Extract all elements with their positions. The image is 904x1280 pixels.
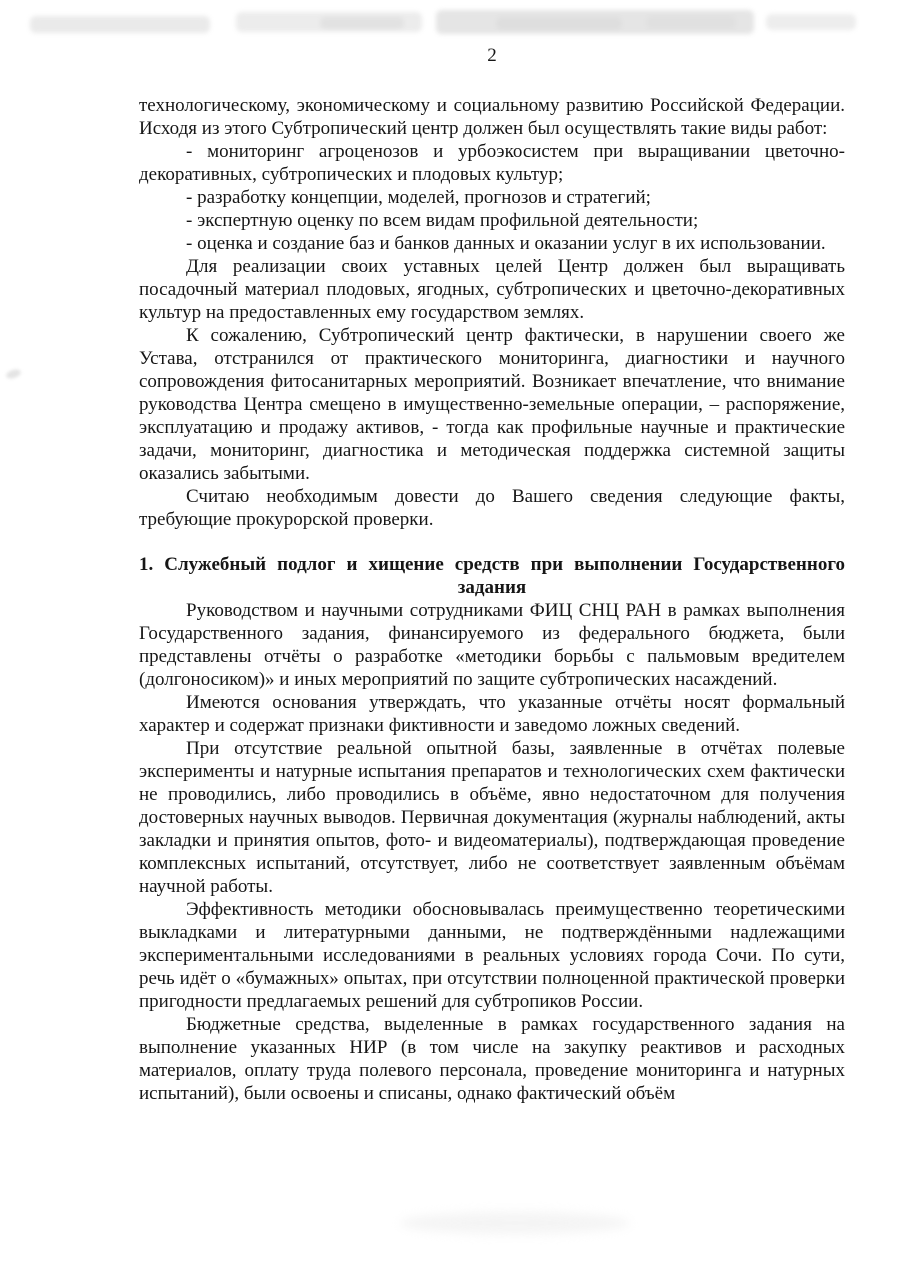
paragraph-reports: Руководством и научными сотрудниками ФИЦ СНЦ РАН в рамках выполнения Государственного задания, финансируемого из федерального бюджета, были представлены отчёты о разработке «методики борьбы с пальмовым вредителем (долгоносиком)» и иных мероприятий по защите субтропических насаждений. [139, 600, 845, 690]
list-item-monitoring: - мониторинг агроценозов и урбоэкосистем при выращивании цветочно-декоративных, субтропических и плодовых культур; [139, 141, 845, 185]
paragraph-criticism: К сожалению, Субтропический центр фактически, в нарушении своего же Устава, отстранился от практического мониторинга, диагностики и научного сопровождения фитосанитарных мероприятий. Возникает впечатление, что внимание руководства Центра смещено в имущественно-земельные операции, – распоряжение, эксплуатацию и продажу активов, - тогда как профильные научные и практические задачи, мониторинг, диагностика и методическая поддержка системной защиты оказались забытыми. [139, 325, 845, 484]
document-body [139, 94, 845, 1105]
paragraph-charter-goals: Для реализации своих уставных целей Центр должен был выращивать посадочный материал плодовых, ягодных, субтропических и цветочно-декоративных культур на предоставленных ему государством землях. [139, 256, 845, 323]
paragraph-fictitious: Имеются основания утверждать, что указанные отчёты носят формальный характер и содержат признаки фиктивности и заведомо ложных сведений. [139, 692, 845, 736]
paragraph-continuation: технологическому, экономическому и социальному развитию Российской Федерации. Исходя из этого Субтропический центр должен был осуществлять такие виды работ: [139, 95, 845, 139]
section-heading: 1. Служебный подлог и хищение средств при выполнении Государственного задания [139, 554, 845, 598]
scan-smudge-bottom [400, 1212, 630, 1234]
paragraph-facts-intro: Считаю необходимым довести до Вашего сведения следующие факты, требующие прокурорской проверки. [139, 486, 845, 530]
list-item-expertise: - экспертную оценку по всем видам профильной деятельности; [186, 210, 699, 231]
scan-smudge-top [24, 8, 882, 40]
page-number: 2 [487, 45, 497, 66]
list-item-databases: - оценка и создание баз и банков данных и оказании услуг в их использовании. [186, 233, 826, 254]
paragraph-budget-funds: Бюджетные средства, выделенные в рамках государственного задания на выполнение указанных НИР (в том числе на закупку реактивов и расходных материалов, оплату труда полевого персонала, проведение мониторинга и натурных испытаний), были освоены и списаны, однако фактический объём [139, 1014, 845, 1104]
paragraph-paper-trials: Эффективность методики обосновывалась преимущественно теоретическими выкладками и литературными данными, не подтверждёнными надлежащими экспериментальными исследованиями в реальных условиях города Сочи. По сути, речь идёт о «бумажных» опытах, при отсутствии полноценной практической проверки пригодности предлагаемых решений для субтропиков России. [139, 899, 845, 1012]
paragraph-no-experiments: При отсутствие реальной опытной базы, заявленные в отчётах полевые эксперименты и натурные испытания препаратов и технологических схем фактически не проводились, либо проводились в объёме, явно недостаточном для получения достоверных научных выводов. Первичная документация (журналы наблюдений, акты закладки и принятия опытов, фото- и видеоматериалы), подтверждающая проведение комплексных испытаний, отсутствует, либо не соответствует заявленным объёмам научной работы. [139, 738, 845, 897]
scan-mark [5, 368, 22, 380]
list-item-development: - разработку концепции, моделей, прогнозов и стратегий; [186, 187, 651, 208]
